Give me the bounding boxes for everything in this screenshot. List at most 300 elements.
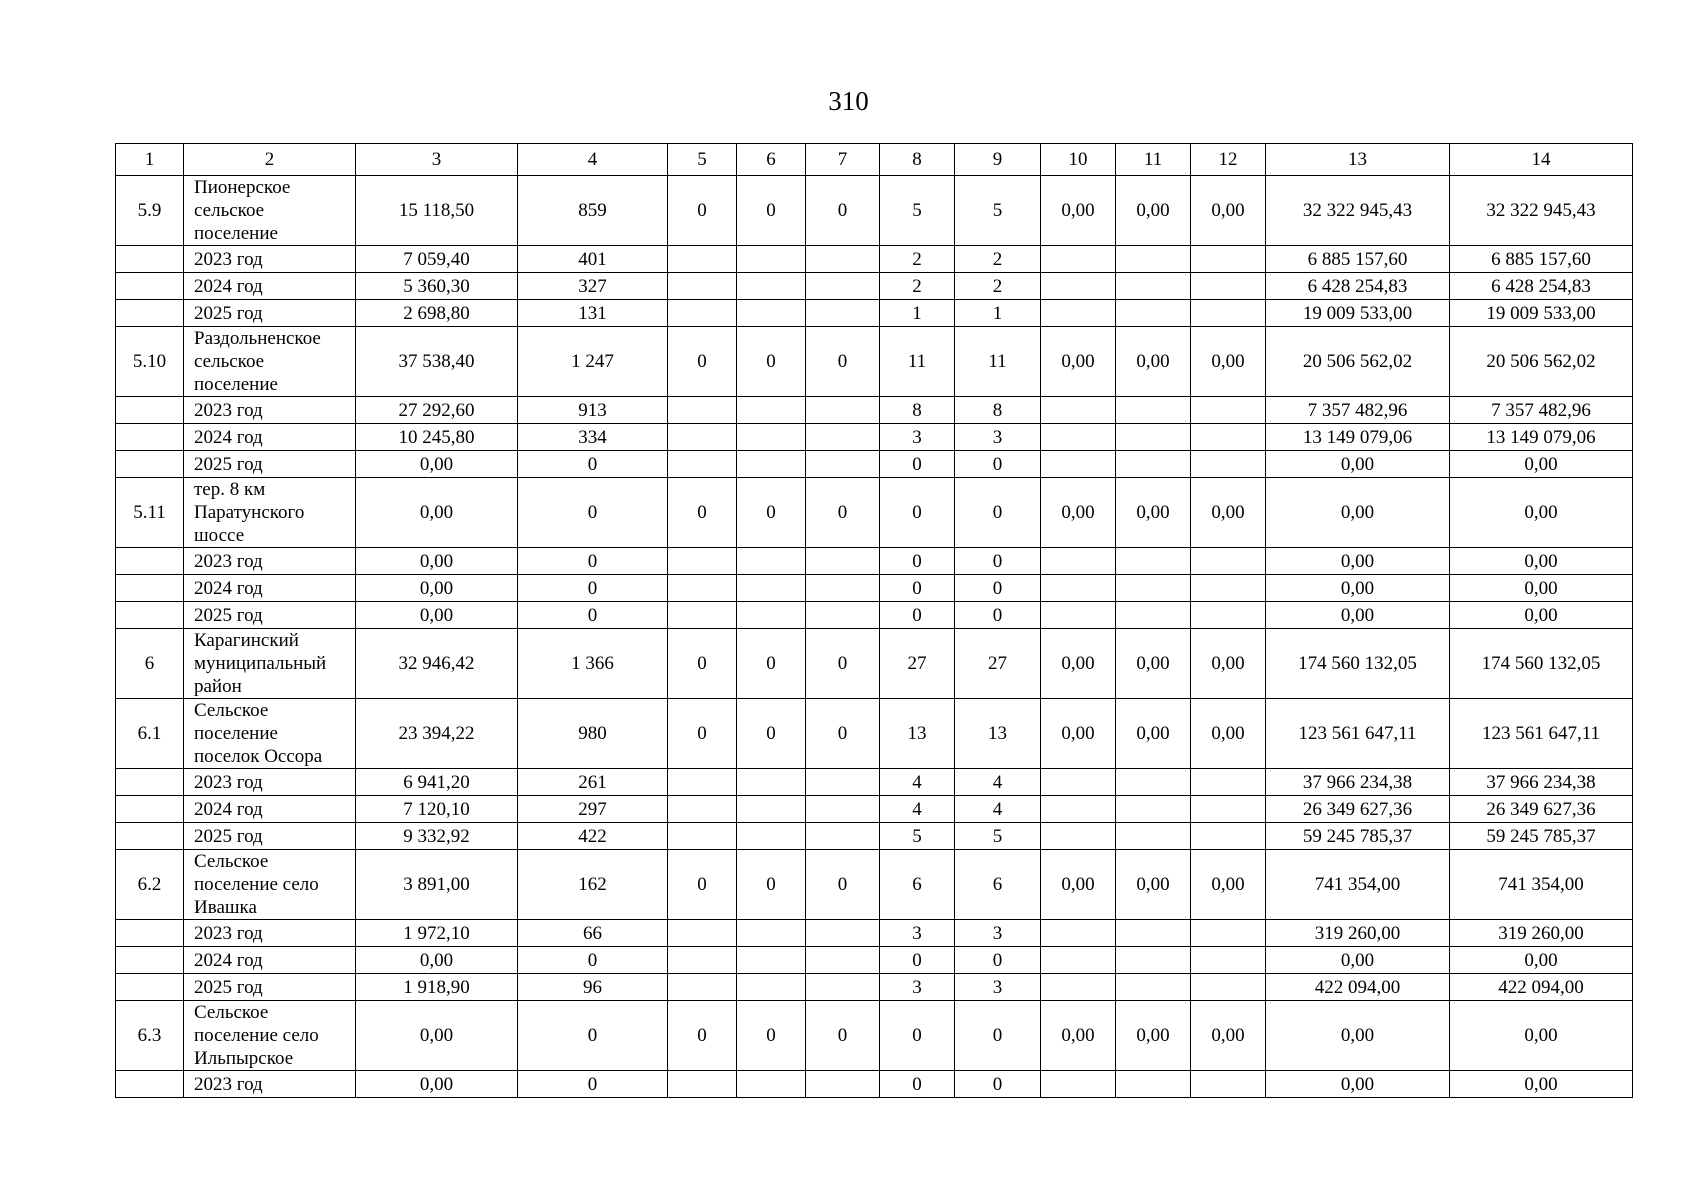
cell-col-6: 0: [737, 327, 806, 397]
cell-col-12: [1191, 769, 1266, 796]
cell-col-11: [1116, 974, 1191, 1001]
cell-col-13: 0,00: [1266, 451, 1450, 478]
cell-col-7: 0: [806, 1001, 880, 1071]
year-row: [116, 796, 1633, 823]
cell-col-4: 0: [518, 548, 668, 575]
cell-col-9: 0: [955, 548, 1041, 575]
cell-col-13: 19 009 533,00: [1266, 300, 1450, 327]
cell-col-10: 0,00: [1041, 629, 1116, 699]
cell-col-5: [668, 424, 737, 451]
row-name-line: Сельское: [194, 700, 269, 721]
cell-col-5: [668, 273, 737, 300]
row-name-line: Ильпырское: [194, 1048, 294, 1069]
cell-col-12: 0,00: [1191, 850, 1266, 920]
row-name-cell: [184, 1071, 356, 1098]
row-number-cell: [116, 548, 184, 575]
cell-col-5: [668, 920, 737, 947]
cell-col-14: 0,00: [1450, 1001, 1633, 1071]
cell-col-11: 0,00: [1116, 850, 1191, 920]
cell-col-13: 32 322 945,43: [1266, 176, 1450, 246]
year-row: [116, 575, 1633, 602]
cell-col-10: [1041, 920, 1116, 947]
cell-col-14: 741 354,00: [1450, 850, 1633, 920]
cell-col-6: [737, 246, 806, 273]
cell-col-6: [737, 451, 806, 478]
row-name-cell: [184, 273, 356, 300]
cell-col-5: [668, 769, 737, 796]
cell-col-11: [1116, 602, 1191, 629]
cell-col-14: 422 094,00: [1450, 974, 1633, 1001]
cell-col-6: [737, 1071, 806, 1098]
cell-col-10: [1041, 947, 1116, 974]
cell-col-9: 11: [955, 327, 1041, 397]
cell-col-13: 59 245 785,37: [1266, 823, 1450, 850]
column-header-8: 8: [880, 144, 955, 176]
cell-col-9: 3: [955, 974, 1041, 1001]
row-name-line: Сельское: [194, 851, 269, 872]
cell-col-7: [806, 575, 880, 602]
cell-col-4: 261: [518, 769, 668, 796]
cell-col-12: [1191, 823, 1266, 850]
cell-col-3: 15 118,50: [356, 176, 518, 246]
cell-col-6: 0: [737, 1001, 806, 1071]
cell-col-4: 297: [518, 796, 668, 823]
cell-col-10: [1041, 273, 1116, 300]
row-name-line: Сельское: [194, 1002, 269, 1023]
cell-col-3: 0,00: [356, 478, 518, 548]
cell-col-4: 0: [518, 575, 668, 602]
cell-col-11: [1116, 796, 1191, 823]
cell-col-6: [737, 920, 806, 947]
cell-col-3: 1 972,10: [356, 920, 518, 947]
cell-col-3: 7 120,10: [356, 796, 518, 823]
cell-col-14: 32 322 945,43: [1450, 176, 1633, 246]
cell-col-6: [737, 796, 806, 823]
cell-col-9: 0: [955, 451, 1041, 478]
cell-col-9: 0: [955, 1001, 1041, 1071]
cell-col-7: 0: [806, 176, 880, 246]
group-row: [116, 850, 1633, 920]
cell-col-8: 2: [880, 246, 955, 273]
year-row: [116, 424, 1633, 451]
row-name-line: Пионерское: [194, 177, 291, 198]
group-row: [116, 629, 1633, 699]
group-row: [116, 327, 1633, 397]
cell-col-9: 4: [955, 769, 1041, 796]
row-name-line: поселение село: [194, 1025, 319, 1046]
cell-col-5: [668, 1071, 737, 1098]
cell-col-7: [806, 451, 880, 478]
cell-col-8: 4: [880, 796, 955, 823]
row-number-cell: [116, 246, 184, 273]
cell-col-5: 0: [668, 478, 737, 548]
cell-col-5: [668, 246, 737, 273]
cell-col-7: [806, 823, 880, 850]
cell-col-10: [1041, 1071, 1116, 1098]
row-number-cell: [116, 947, 184, 974]
row-number-cell: [116, 974, 184, 1001]
cell-col-13: 13 149 079,06: [1266, 424, 1450, 451]
row-name-line: сельское: [194, 200, 265, 221]
cell-col-9: 3: [955, 920, 1041, 947]
cell-col-10: [1041, 397, 1116, 424]
cell-col-4: 66: [518, 920, 668, 947]
cell-col-12: [1191, 273, 1266, 300]
cell-col-10: [1041, 246, 1116, 273]
cell-col-11: [1116, 300, 1191, 327]
data-table: [115, 143, 1633, 1098]
cell-col-11: [1116, 548, 1191, 575]
group-row: [116, 176, 1633, 246]
cell-col-11: [1116, 246, 1191, 273]
column-header-2: 2: [184, 144, 356, 176]
cell-col-10: 0,00: [1041, 850, 1116, 920]
row-name-cell: [184, 850, 356, 920]
cell-col-13: 7 357 482,96: [1266, 397, 1450, 424]
cell-col-6: [737, 575, 806, 602]
cell-col-8: 1: [880, 300, 955, 327]
row-name-line: Раздольненское: [194, 328, 321, 349]
column-header-10: 10: [1041, 144, 1116, 176]
cell-col-13: 6 428 254,83: [1266, 273, 1450, 300]
year-row: [116, 1071, 1633, 1098]
cell-col-9: 27: [955, 629, 1041, 699]
cell-col-8: 5: [880, 823, 955, 850]
row-name-line: муниципальный: [194, 653, 327, 674]
cell-col-14: 174 560 132,05: [1450, 629, 1633, 699]
column-header-11: 11: [1116, 144, 1191, 176]
cell-col-11: [1116, 769, 1191, 796]
row-name-line: 2024 год: [194, 577, 263, 599]
year-row: [116, 769, 1633, 796]
cell-col-13: 741 354,00: [1266, 850, 1450, 920]
cell-col-4: 0: [518, 451, 668, 478]
cell-col-11: 0,00: [1116, 1001, 1191, 1071]
cell-col-13: 319 260,00: [1266, 920, 1450, 947]
cell-col-7: [806, 920, 880, 947]
row-name-line: тер. 8 км: [194, 479, 266, 500]
cell-col-12: [1191, 796, 1266, 823]
cell-col-14: 6 885 157,60: [1450, 246, 1633, 273]
cell-col-10: [1041, 602, 1116, 629]
cell-col-8: 0: [880, 1001, 955, 1071]
row-name-cell: [184, 176, 356, 246]
cell-col-11: [1116, 424, 1191, 451]
row-name-cell: [184, 327, 356, 397]
cell-col-7: 0: [806, 629, 880, 699]
cell-col-11: 0,00: [1116, 327, 1191, 397]
cell-col-6: 0: [737, 176, 806, 246]
cell-col-4: 334: [518, 424, 668, 451]
cell-col-4: 980: [518, 699, 668, 769]
row-name-cell: [184, 629, 356, 699]
cell-col-10: [1041, 575, 1116, 602]
cell-col-11: 0,00: [1116, 176, 1191, 246]
cell-col-4: 859: [518, 176, 668, 246]
cell-col-8: 8: [880, 397, 955, 424]
row-name-line: поселение: [194, 374, 278, 395]
row-name-cell: [184, 796, 356, 823]
row-number-cell: [116, 575, 184, 602]
cell-col-9: 3: [955, 424, 1041, 451]
row-name-line: шоссе: [194, 525, 245, 546]
cell-col-5: [668, 974, 737, 1001]
cell-col-12: 0,00: [1191, 1001, 1266, 1071]
cell-col-9: 5: [955, 823, 1041, 850]
cell-col-14: 6 428 254,83: [1450, 273, 1633, 300]
cell-col-6: [737, 548, 806, 575]
cell-col-8: 0: [880, 478, 955, 548]
column-header-9: 9: [955, 144, 1041, 176]
cell-col-3: 5 360,30: [356, 273, 518, 300]
column-header-7: 7: [806, 144, 880, 176]
cell-col-12: 0,00: [1191, 629, 1266, 699]
row-number-cell: 5.10: [116, 327, 184, 397]
cell-col-4: 0: [518, 602, 668, 629]
cell-col-14: 0,00: [1450, 1071, 1633, 1098]
cell-col-4: 131: [518, 300, 668, 327]
cell-col-3: 1 918,90: [356, 974, 518, 1001]
cell-col-11: [1116, 273, 1191, 300]
row-number-cell: [116, 920, 184, 947]
cell-col-9: 0: [955, 575, 1041, 602]
cell-col-10: 0,00: [1041, 699, 1116, 769]
row-name-line: 2025 год: [194, 825, 263, 847]
row-name-line: 2023 год: [194, 1073, 263, 1095]
cell-col-7: [806, 300, 880, 327]
cell-col-4: 0: [518, 947, 668, 974]
cell-col-4: 401: [518, 246, 668, 273]
row-name-line: поселение: [194, 723, 278, 744]
year-row: [116, 273, 1633, 300]
cell-col-5: 0: [668, 1001, 737, 1071]
row-number-cell: 5.9: [116, 176, 184, 246]
row-name-line: поселение: [194, 223, 278, 244]
row-number-cell: 6.2: [116, 850, 184, 920]
cell-col-13: 37 966 234,38: [1266, 769, 1450, 796]
cell-col-10: [1041, 548, 1116, 575]
cell-col-10: 0,00: [1041, 176, 1116, 246]
cell-col-13: 123 561 647,11: [1266, 699, 1450, 769]
cell-col-8: 0: [880, 1071, 955, 1098]
cell-col-12: [1191, 424, 1266, 451]
year-row: [116, 947, 1633, 974]
cell-col-12: [1191, 575, 1266, 602]
row-name-line: 2024 год: [194, 798, 263, 820]
cell-col-11: [1116, 397, 1191, 424]
cell-col-13: 6 885 157,60: [1266, 246, 1450, 273]
cell-col-11: [1116, 947, 1191, 974]
year-row: [116, 602, 1633, 629]
cell-col-6: [737, 397, 806, 424]
cell-col-11: 0,00: [1116, 478, 1191, 548]
cell-col-6: [737, 300, 806, 327]
row-name-line: Ивашка: [194, 897, 257, 918]
cell-col-12: 0,00: [1191, 176, 1266, 246]
cell-col-14: 0,00: [1450, 478, 1633, 548]
cell-col-14: 20 506 562,02: [1450, 327, 1633, 397]
cell-col-7: [806, 1071, 880, 1098]
cell-col-3: 3 891,00: [356, 850, 518, 920]
row-name-cell: [184, 246, 356, 273]
cell-col-5: [668, 397, 737, 424]
cell-col-14: 59 245 785,37: [1450, 823, 1633, 850]
row-number-cell: [116, 273, 184, 300]
cell-col-7: 0: [806, 699, 880, 769]
cell-col-14: 19 009 533,00: [1450, 300, 1633, 327]
cell-col-9: 13: [955, 699, 1041, 769]
cell-col-8: 3: [880, 974, 955, 1001]
row-name-line: 2025 год: [194, 302, 263, 324]
cell-col-13: 422 094,00: [1266, 974, 1450, 1001]
cell-col-13: 0,00: [1266, 1001, 1450, 1071]
cell-col-6: 0: [737, 478, 806, 548]
cell-col-14: 319 260,00: [1450, 920, 1633, 947]
cell-col-12: [1191, 548, 1266, 575]
cell-col-8: 2: [880, 273, 955, 300]
cell-col-4: 0: [518, 1001, 668, 1071]
cell-col-4: 1 366: [518, 629, 668, 699]
cell-col-12: [1191, 920, 1266, 947]
cell-col-14: 26 349 627,36: [1450, 796, 1633, 823]
cell-col-5: [668, 823, 737, 850]
cell-col-5: [668, 575, 737, 602]
cell-col-3: 6 941,20: [356, 769, 518, 796]
cell-col-5: 0: [668, 850, 737, 920]
cell-col-7: [806, 548, 880, 575]
cell-col-12: 0,00: [1191, 478, 1266, 548]
row-name-cell: [184, 1001, 356, 1071]
row-name-cell: [184, 300, 356, 327]
group-row: [116, 699, 1633, 769]
cell-col-3: 32 946,42: [356, 629, 518, 699]
cell-col-4: 0: [518, 478, 668, 548]
cell-col-12: [1191, 451, 1266, 478]
row-name-cell: [184, 699, 356, 769]
cell-col-3: 0,00: [356, 451, 518, 478]
year-row: [116, 300, 1633, 327]
cell-col-12: 0,00: [1191, 327, 1266, 397]
cell-col-6: [737, 823, 806, 850]
cell-col-10: [1041, 974, 1116, 1001]
cell-col-3: 0,00: [356, 602, 518, 629]
row-number-cell: [116, 602, 184, 629]
cell-col-5: [668, 796, 737, 823]
cell-col-14: 13 149 079,06: [1450, 424, 1633, 451]
year-row: [116, 548, 1633, 575]
cell-col-14: 0,00: [1450, 548, 1633, 575]
column-header-1: 1: [116, 144, 184, 176]
cell-col-4: 1 247: [518, 327, 668, 397]
cell-col-9: 5: [955, 176, 1041, 246]
row-number-cell: 6.1: [116, 699, 184, 769]
year-row: [116, 920, 1633, 947]
cell-col-10: [1041, 451, 1116, 478]
year-row: [116, 246, 1633, 273]
row-name-line: Паратунского: [194, 502, 305, 523]
cell-col-13: 0,00: [1266, 548, 1450, 575]
cell-col-8: 0: [880, 947, 955, 974]
cell-col-5: 0: [668, 629, 737, 699]
row-name-line: 2023 год: [194, 922, 263, 944]
cell-col-12: [1191, 300, 1266, 327]
cell-col-5: [668, 548, 737, 575]
row-name-line: поселение село: [194, 874, 319, 895]
row-name-line: 2024 год: [194, 275, 263, 297]
cell-col-6: 0: [737, 850, 806, 920]
cell-col-6: [737, 602, 806, 629]
row-number-cell: [116, 796, 184, 823]
cell-col-9: 4: [955, 796, 1041, 823]
cell-col-12: [1191, 397, 1266, 424]
group-row: [116, 1001, 1633, 1071]
cell-col-6: 0: [737, 699, 806, 769]
row-name-line: 2024 год: [194, 949, 263, 971]
cell-col-13: 174 560 132,05: [1266, 629, 1450, 699]
row-name-line: 2024 год: [194, 426, 263, 448]
cell-col-10: [1041, 796, 1116, 823]
row-name-cell: [184, 478, 356, 548]
cell-col-8: 3: [880, 920, 955, 947]
cell-col-13: 0,00: [1266, 1071, 1450, 1098]
cell-col-6: [737, 424, 806, 451]
row-name-line: 2025 год: [194, 976, 263, 998]
cell-col-3: 10 245,80: [356, 424, 518, 451]
cell-col-9: 8: [955, 397, 1041, 424]
cell-col-6: [737, 769, 806, 796]
cell-col-9: 6: [955, 850, 1041, 920]
column-header-5: 5: [668, 144, 737, 176]
row-number-cell: 5.11: [116, 478, 184, 548]
cell-col-14: 37 966 234,38: [1450, 769, 1633, 796]
row-name-line: 2023 год: [194, 771, 263, 793]
cell-col-7: [806, 246, 880, 273]
cell-col-14: 0,00: [1450, 451, 1633, 478]
table-header-row: [116, 144, 1633, 176]
cell-col-7: [806, 602, 880, 629]
cell-col-13: 0,00: [1266, 575, 1450, 602]
cell-col-3: 7 059,40: [356, 246, 518, 273]
row-name-line: 2023 год: [194, 248, 263, 270]
cell-col-7: [806, 397, 880, 424]
cell-col-9: 1: [955, 300, 1041, 327]
cell-col-8: 6: [880, 850, 955, 920]
row-number-cell: [116, 769, 184, 796]
cell-col-3: 0,00: [356, 548, 518, 575]
cell-col-11: [1116, 920, 1191, 947]
cell-col-10: [1041, 424, 1116, 451]
row-name-cell: [184, 548, 356, 575]
row-name-cell: [184, 823, 356, 850]
cell-col-5: [668, 451, 737, 478]
row-name-cell: [184, 575, 356, 602]
cell-col-11: [1116, 1071, 1191, 1098]
cell-col-3: 23 394,22: [356, 699, 518, 769]
cell-col-3: 0,00: [356, 1071, 518, 1098]
cell-col-7: 0: [806, 850, 880, 920]
column-header-6: 6: [737, 144, 806, 176]
cell-col-4: 162: [518, 850, 668, 920]
row-name-cell: [184, 424, 356, 451]
row-name-cell: [184, 397, 356, 424]
row-number-cell: [116, 1071, 184, 1098]
cell-col-10: [1041, 823, 1116, 850]
cell-col-3: 0,00: [356, 1001, 518, 1071]
cell-col-8: 5: [880, 176, 955, 246]
cell-col-7: [806, 769, 880, 796]
cell-col-5: [668, 300, 737, 327]
cell-col-10: [1041, 769, 1116, 796]
